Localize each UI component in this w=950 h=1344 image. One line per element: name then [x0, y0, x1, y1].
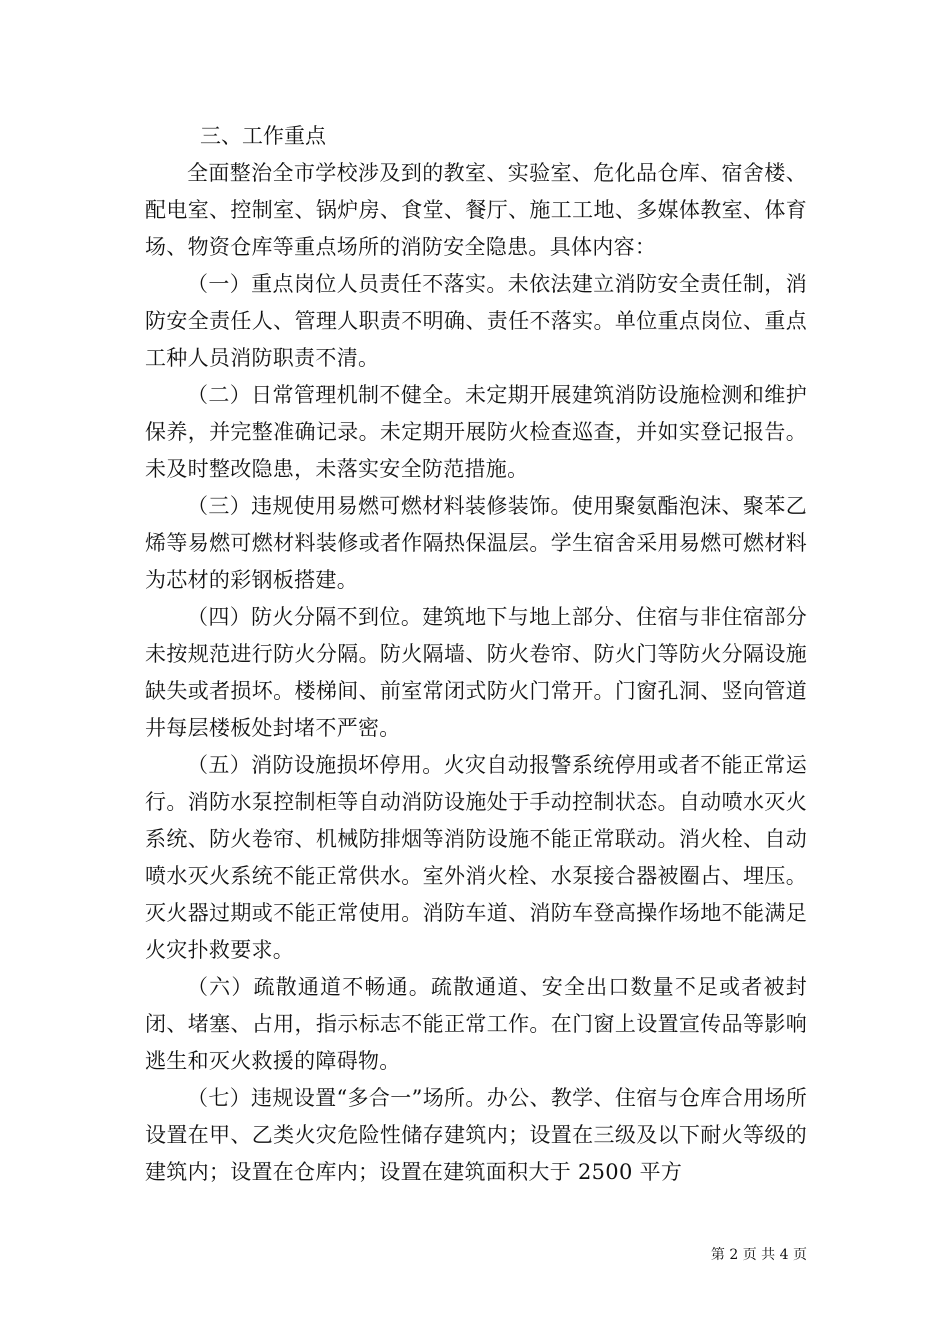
paragraph-item-2: （二）日常管理机制不健全。未定期开展建筑消防设施检测和维护保养，并完整准确记录。未定期开展防火检查巡查，并如实登记报告。未及时整改隐患，未落实安全防范措施。 [145, 383, 807, 481]
paragraph-item-5: （五）消防设施损坏停用。火灾自动报警系统停用或者不能正常运行。消防水泵控制柜等自动消防设施处于手动控制状态。自动喷水灭火系统、防火卷帘、机械防排烟等消防设施不能正常联动。消火栓、自动喷水灭火系统不能正常供水。室外消火栓、水泵接合器被圈占、埋压。灭火器过期或不能正常使用。消防车道、消防车登高操作场地不能满足火灾扑救要求。 [145, 753, 807, 962]
paragraph-item-1: （一）重点岗位人员责任不落实。未依法建立消防安全责任制，消防安全责任人、管理人职责不明确、责任不落实。单位重点岗位、重点工种人员消防职责不清。 [145, 272, 807, 370]
paragraph-item-4: （四）防火分隔不到位。建筑地下与地上部分、住宿与非住宿部分未按规范进行防火分隔。防火隔墙、防火卷帘、防火门等防火分隔设施缺失或者损坏。楼梯间、前室常闭式防火门常开。门窗孔洞、竖向管道井每层楼板处封堵不严密。 [145, 605, 807, 740]
paragraph-item-6: （六）疏散通道不畅通。疏散通道、安全出口数量不足或者被封闭、堵塞、占用，指示标志不能正常工作。在门窗上设置宣传品等影响逃生和灭火救援的障碍物。 [145, 975, 807, 1073]
page-number-footer: 第 2 页 共 4 页 [710, 1247, 807, 1263]
paragraph-item-3: （三）违规使用易燃可燃材料装修装饰。使用聚氨酯泡沫、聚苯乙烯等易燃可燃材料装修或者作隔热保温层。学生宿舍采用易燃可燃材料为芯材的彩钢板搭建。 [145, 494, 807, 592]
section-heading: 三、工作重点 [200, 124, 326, 148]
paragraph-item-7: （七）违规设置“多合一”场所。办公、教学、住宿与仓库合用场所设置在甲、乙类火灾危险性储存建筑内；设置在三级及以下耐火等级的建筑内；设置在仓库内；设置在建筑面积大于 2500 平方 [145, 1086, 807, 1184]
document-body [145, 118, 807, 1191]
paragraph-intro: 全面整治全市学校涉及到的教室、实验室、危化品仓库、宿舍楼、配电室、控制室、锅炉房、食堂、餐厅、施工工地、多媒体教室、体育场、物资仓库等重点场所的消防安全隐患。具体内容： [145, 161, 807, 259]
